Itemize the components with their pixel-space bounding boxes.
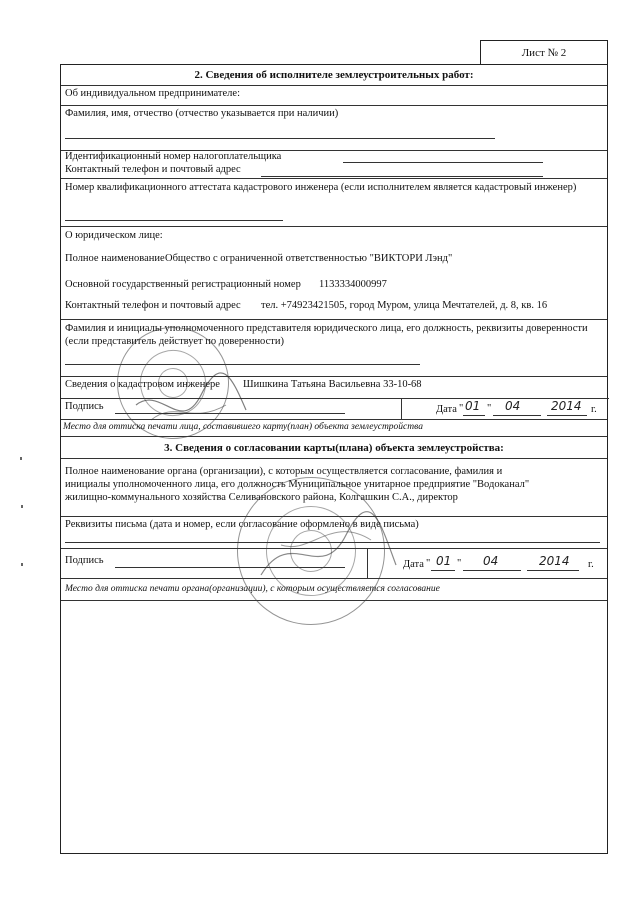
sheet-number: Лист № 2 bbox=[480, 40, 608, 65]
legal-rep-line bbox=[65, 364, 420, 365]
section2-title: 2. Сведения об исполнителе землеустроительных работ: bbox=[61, 65, 607, 86]
legal-date-label: Дата bbox=[436, 404, 457, 415]
legal-entity-block bbox=[61, 227, 607, 320]
individual-contact-label: Контактный телефон и почтовый адрес bbox=[65, 164, 241, 175]
section3-date-label: Дата bbox=[403, 559, 424, 570]
section3-org-value-line2: Муниципальное унитарное предприятие "Водоканал" bbox=[288, 479, 530, 490]
individual-qualification-line bbox=[65, 220, 283, 221]
legal-signature-label: Подпись bbox=[65, 401, 104, 412]
scan-speck bbox=[21, 563, 23, 566]
form-frame bbox=[60, 64, 608, 854]
individual-fio-row bbox=[61, 106, 607, 151]
section3-date-month: 04 bbox=[483, 554, 499, 568]
legal-fullname-label: Полное наименование bbox=[65, 253, 165, 264]
legal-engineer-value: Шишкина Татьяна Васильевна 33-10-68 bbox=[243, 379, 422, 390]
section3-signature-date-separator bbox=[367, 549, 368, 578]
individual-qualification-row bbox=[61, 179, 607, 227]
legal-signature-line bbox=[115, 413, 345, 414]
legal-representative-row bbox=[61, 320, 607, 377]
legal-engineer-label: Сведения о кадастровом инженере bbox=[65, 379, 220, 390]
legal-seal-note: Место для оттиска печати лица, составившего карту(план) объекта землеустройства bbox=[61, 420, 607, 437]
signature-date-separator bbox=[401, 398, 402, 419]
individual-qualification-label: Номер квалификационного аттестата кадастрового инженера (если исполнителем является кадастровый инженер) bbox=[65, 182, 577, 193]
section3-date-day-line bbox=[431, 570, 455, 571]
individual-inn-label: Идентификационный номер налогоплательщика bbox=[65, 151, 282, 162]
legal-contact-value: тел. +74923421505, город Муром, улица Мечтателей, д. 8, кв. 16 bbox=[261, 300, 548, 311]
section3-date-suffix: г. bbox=[588, 559, 594, 570]
section3-date-month-line bbox=[463, 570, 521, 571]
section3-letter-line bbox=[65, 542, 600, 543]
section3-signature-line bbox=[115, 567, 345, 568]
individual-inn-line bbox=[343, 162, 543, 163]
scan-speck bbox=[20, 457, 22, 460]
section3-seal-note: Место для оттиска печати органа(организации), с которым осуществляется согласование bbox=[61, 579, 607, 601]
legal-date-day: 01 bbox=[465, 399, 481, 413]
section3-date-day: 01 bbox=[436, 554, 452, 568]
legal-fullname-value: Общество с ограниченной ответственностью "ВИКТОРИ Лэнд" bbox=[165, 253, 453, 264]
legal-ogrn-value: 1133334000997 bbox=[319, 279, 387, 290]
section3-date-year: 2014 bbox=[539, 554, 570, 568]
section3-signature-label: Подпись bbox=[65, 555, 104, 566]
legal-date-suffix: г. bbox=[591, 404, 597, 415]
section3-org-label-line1: Полное наименование органа (организации), с которым осуществляется согласование, фамилия и bbox=[65, 466, 503, 477]
individual-fio-line bbox=[65, 138, 495, 139]
legal-date-month-line bbox=[493, 415, 541, 416]
legal-date-year-line bbox=[547, 415, 587, 416]
section3-org-value-line3: жилищно-коммунального хозяйства Селивановского района, Колгашкин С.А., директор bbox=[65, 492, 458, 503]
section3-org-label-line2: инициалы уполномоченного лица, его должность bbox=[65, 479, 286, 490]
section3-title: 3. Сведения о согласовании карты(плана) объекта землеустройства: bbox=[61, 437, 607, 459]
section3-org-row bbox=[61, 459, 607, 517]
legal-engineer-row: Сведения о кадастровом инженере Шишкина Татьяна Васильевна 33-10-68 Подпись Дата " 01 " 04 2014 г. bbox=[61, 377, 607, 420]
individual-contact-line bbox=[261, 176, 543, 177]
legal-header: О юридическом лице: bbox=[65, 230, 163, 241]
individual-inn-row bbox=[61, 151, 607, 179]
legal-contact-label: Контактный телефон и почтовый адрес bbox=[65, 300, 241, 311]
empty-area bbox=[61, 601, 607, 853]
section3-signature-row: Подпись Дата " 01 " 04 2014 г. bbox=[61, 549, 607, 579]
section3-letter-row bbox=[61, 517, 607, 549]
legal-ogrn-label: Основной государственный регистрационный номер bbox=[65, 279, 301, 290]
legal-rep-label: Фамилия и инициалы уполномоченного представителя юридического лица, его должность, реквизиты доверенности (если представитель действует по доверенности) bbox=[65, 323, 588, 347]
legal-date-year: 2014 bbox=[551, 399, 582, 413]
individual-header: Об индивидуальном предпринимателе: bbox=[61, 86, 607, 106]
legal-date-month: 04 bbox=[505, 399, 521, 413]
legal-date-day-line bbox=[463, 415, 485, 416]
scan-speck bbox=[21, 505, 23, 508]
engineer-divider bbox=[61, 398, 609, 399]
section3-letter-label: Реквизиты письма (дата и номер, если согласование оформлено в виде письма) bbox=[65, 519, 419, 530]
section3-date-year-line bbox=[527, 570, 579, 571]
individual-fio-label: Фамилия, имя, отчество (отчество указывается при наличии) bbox=[65, 108, 339, 119]
